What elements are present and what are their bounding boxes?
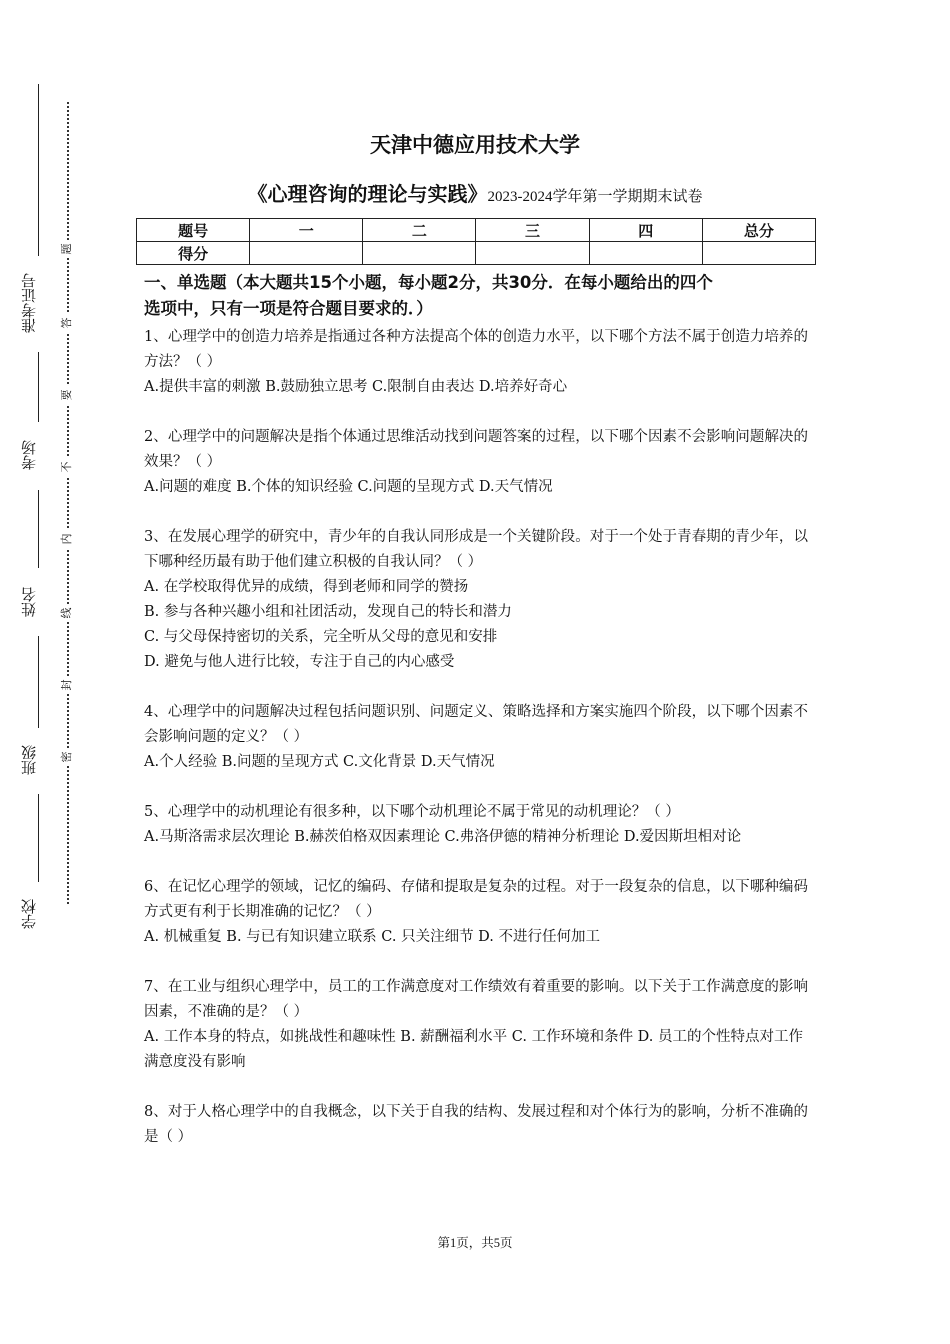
field-line [38, 490, 39, 568]
table-cell: 一 [250, 219, 363, 242]
question-item [144, 525, 808, 675]
question-option: D. 避免与他人进行比较，专注于自己的内心感受 [144, 654, 455, 670]
seal-char: 题 [58, 240, 76, 258]
score-entry-cell [589, 242, 702, 265]
question-options: A.问题的难度 B.个体的知识经验 C.问题的呈现方式 D.天气情况 [144, 479, 553, 495]
score-table-header-row [137, 219, 816, 242]
class-label: 班级 [20, 745, 38, 775]
question-options: A. 机械重复 B. 与已有知识建立联系 C. 只关注细节 D. 不进行任何加工 [144, 929, 601, 945]
question-stem: 8、对于人格心理学中的自我概念，以下关于自我的结构、发展过程和对个体行为的影响，分析不准确的是（ ） [144, 1104, 808, 1145]
table-cell: 得分 [137, 242, 250, 265]
section-title-line: 一、单选题（本大题共15个小题，每小题2分，共30分．在每小题给出的四个 [144, 273, 713, 292]
page-footer: 第1页，共5页 [437, 1236, 513, 1250]
table-cell: 二 [363, 219, 476, 242]
section-title [144, 270, 808, 322]
field-line [38, 794, 39, 882]
exam-number-label: 准考证号 [20, 273, 38, 333]
score-table-score-row [137, 242, 816, 265]
table-cell: 题号 [137, 219, 250, 242]
score-entry-cell [250, 242, 363, 265]
table-cell: 四 [589, 219, 702, 242]
score-entry-cell [476, 242, 589, 265]
name-label: 姓名 [20, 587, 38, 617]
question-option: A. 在学校取得优异的成绩，得到老师和同学的赞扬 [144, 579, 469, 595]
seal-char: 不 [58, 458, 76, 476]
question-item [144, 425, 808, 500]
term-label: 2023-2024学年第一学期期末试卷 [487, 189, 703, 205]
question-item [144, 325, 808, 400]
question-item [144, 975, 808, 1075]
question-stem: 2、心理学中的问题解决是指个体通过思维活动找到问题答案的过程，以下哪个因素不会影响问题解决的效果？（ ） [144, 429, 808, 470]
field-line [38, 352, 39, 422]
table-cell: 三 [476, 219, 589, 242]
question-item [144, 700, 808, 775]
question-options: A.个人经验 B.问题的呈现方式 C.文化背景 D.天气情况 [144, 754, 495, 770]
question-stem: 5、心理学中的动机理论有很多种，以下哪个动机理论不属于常见的动机理论？（ ） [144, 804, 680, 820]
exam-content [144, 270, 808, 1150]
section-title-line: 选项中，只有一项是符合题目要求的．） [144, 299, 433, 318]
seal-char: 要 [58, 386, 76, 404]
question-options: A.马斯洛需求层次理论 B.赫茨伯格双因素理论 C.弗洛伊德的精神分析理论 D.爱因斯坦相对论 [144, 829, 742, 845]
score-table [136, 218, 816, 265]
seal-char: 封 [58, 676, 76, 694]
question-item [144, 800, 808, 850]
field-line [38, 84, 39, 256]
question-option: C. 与父母保持密切的关系，完全听从父母的意见和安排 [144, 629, 498, 645]
question-item [144, 875, 808, 950]
seal-char: 答 [58, 314, 76, 332]
question-stem: 4、心理学中的问题解决过程包括问题识别、问题定义、策略选择和方案实施四个阶段，以下哪个因素不会影响问题的定义？（ ） [144, 704, 808, 745]
university-title: 天津中德应用技术大学 [370, 133, 580, 157]
seal-char: 线 [58, 604, 76, 622]
question-options: A. 工作本身的特点，如挑战性和趣味性 B. 薪酬福利水平 C. 工作环境和条件 D. 员工的个性特点对工作满意度没有影响 [144, 1029, 804, 1070]
question-options: A.提供丰富的刺激 B.鼓励独立思考 C.限制自由表达 D.培养好奇心 [144, 379, 568, 395]
seal-char: 密 [58, 748, 76, 766]
question-stem: 1、心理学中的创造力培养是指通过各种方法提高个体的创造力水平，以下哪个方法不属于创造力培养的方法？（ ） [144, 329, 808, 370]
question-option: B. 参与各种兴趣小组和社团活动，发现自己的特长和潜力 [144, 604, 512, 620]
seal-char: 内 [58, 530, 76, 548]
table-cell: 总分 [702, 219, 815, 242]
seal-dotted-line [67, 102, 69, 904]
exam-room-label: 考场 [20, 440, 38, 470]
score-entry-cell [363, 242, 476, 265]
question-item [144, 1100, 808, 1150]
question-stem: 3、在发展心理学的研究中，青少年的自我认同形成是一个关键阶段。对于一个处于青春期的青少年，以下哪种经历最有助于他们建立积极的自我认同？（ ） [144, 529, 808, 570]
school-label: 学校 [20, 899, 38, 929]
score-entry-cell [702, 242, 815, 265]
question-stem: 7、在工业与组织心理学中，员工的工作满意度对工作绩效有着重要的影响。以下关于工作满意度的影响因素，不准确的是？（ ） [144, 979, 808, 1020]
course-title: 《心理咨询的理论与实践》 [247, 182, 488, 206]
field-line [38, 636, 39, 728]
course-title-line [0, 178, 950, 207]
question-stem: 6、在记忆心理学的领域，记忆的编码、存储和提取是复杂的过程。对于一段复杂的信息，以下哪种编码方式更有利于长期准确的记忆？（ ） [144, 879, 808, 920]
